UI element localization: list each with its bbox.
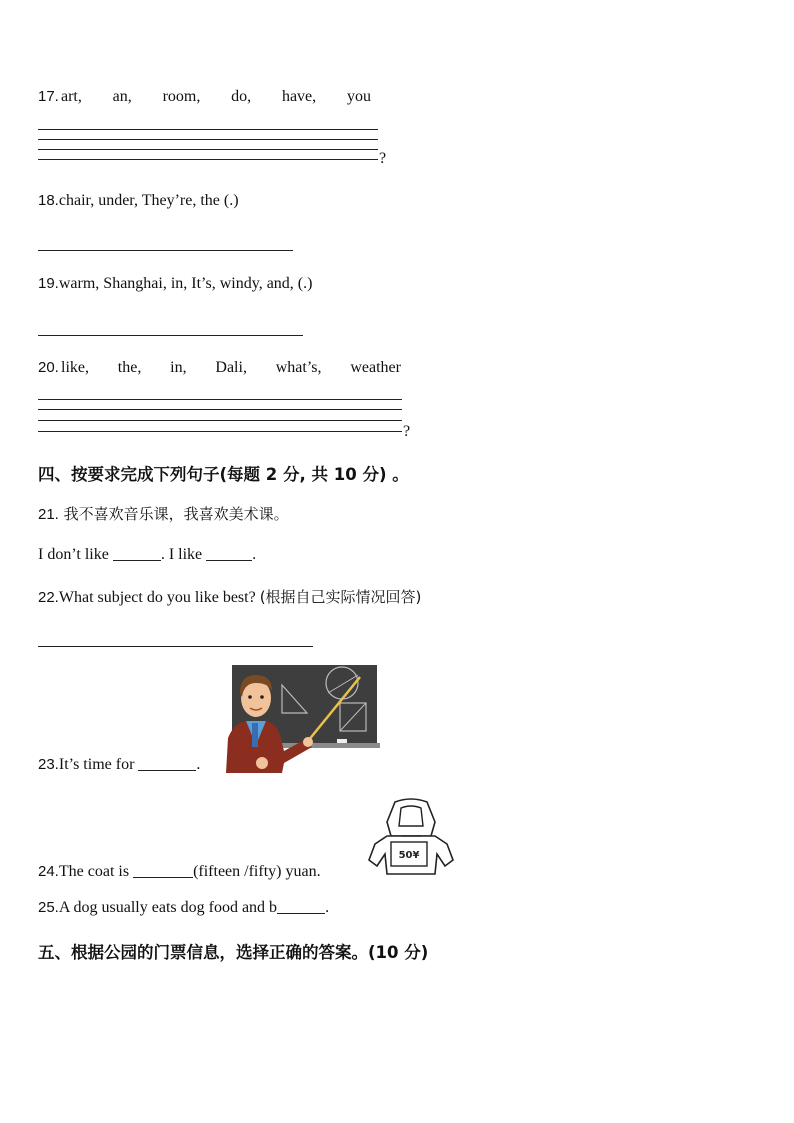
- answer-line[interactable]: [38, 420, 402, 421]
- word: you: [346, 88, 371, 105]
- question-18: [38, 192, 239, 210]
- question-options: (fifteen /fifty) yuan.: [193, 863, 321, 880]
- question-text: A dog usually eats dog food and b: [58, 899, 278, 916]
- section-heading: 五、根据公园的门票信息，选择正确的答案。(10 分): [38, 943, 429, 962]
- word: do,: [231, 88, 252, 105]
- coat-icon: [365, 796, 457, 878]
- question-text: The coat is: [58, 863, 134, 880]
- answer-line[interactable]: [38, 646, 313, 647]
- sentence-part: I don’t like: [38, 546, 113, 563]
- answer-line[interactable]: [38, 335, 303, 336]
- question-20-words: [61, 359, 401, 377]
- word: an,: [112, 88, 132, 105]
- question-number: 25.: [38, 899, 59, 916]
- question-17: [38, 88, 59, 106]
- word: weather: [350, 359, 401, 376]
- word: in,: [170, 359, 187, 376]
- price-tag: 50¥: [398, 850, 420, 861]
- question-number: 19.: [38, 275, 59, 292]
- question-text: chair, under, They’re, the (.): [58, 192, 239, 209]
- answer-line[interactable]: [38, 129, 378, 130]
- question-19: [38, 275, 312, 293]
- word: the,: [117, 359, 142, 376]
- question-21: [38, 503, 289, 524]
- answer-line[interactable]: [38, 159, 378, 160]
- question-number: 23.: [38, 756, 59, 773]
- question-hint-cn: (根据自己实际情况回答): [259, 588, 422, 606]
- question-24: [38, 863, 321, 881]
- question-end: .: [196, 756, 201, 773]
- question-text: warm, Shanghai, in, It’s, windy, and, (.): [58, 275, 313, 292]
- fill-blank[interactable]: [133, 863, 193, 878]
- fill-blank[interactable]: [113, 546, 161, 561]
- question-20: [38, 359, 59, 377]
- word: what’s,: [275, 359, 322, 376]
- question-number: 22.: [38, 589, 59, 606]
- word: art,: [61, 88, 82, 105]
- word: like,: [61, 359, 89, 376]
- question-number: 21.: [38, 506, 59, 523]
- answer-line[interactable]: [38, 399, 402, 400]
- section-heading: 四、按要求完成下列句子(每题 2 分, 共 10 分) 。: [38, 465, 409, 484]
- question-17-words: [61, 88, 371, 106]
- teacher-icon: [222, 663, 380, 773]
- answer-line[interactable]: [38, 409, 402, 410]
- question-23: [38, 756, 200, 774]
- question-text-cn: 我不喜欢音乐课，我喜欢美术课。: [58, 505, 289, 523]
- sentence-part: . I like: [160, 546, 207, 563]
- question-number: 18.: [38, 192, 59, 209]
- question-text: What subject do you like best?: [58, 589, 260, 606]
- word: room,: [162, 88, 201, 105]
- fill-blank[interactable]: [206, 546, 252, 561]
- question-number: 17.: [38, 88, 59, 105]
- answer-line[interactable]: [38, 250, 293, 251]
- question-end: .: [325, 899, 330, 916]
- question-22: [38, 586, 421, 607]
- question-number: 20.: [38, 359, 59, 376]
- question-25: [38, 899, 329, 917]
- fill-blank[interactable]: [138, 756, 196, 771]
- question-21-sentence: [38, 546, 256, 564]
- fill-blank[interactable]: [277, 899, 325, 914]
- question-mark: ?: [403, 423, 411, 440]
- answer-line[interactable]: [38, 149, 378, 150]
- answer-line[interactable]: [38, 431, 402, 432]
- teacher-image: [222, 663, 380, 773]
- word: have,: [281, 88, 317, 105]
- sentence-part: .: [252, 546, 257, 563]
- question-number: 24.: [38, 863, 59, 880]
- question-text: It’s time for: [58, 756, 139, 773]
- answer-line[interactable]: [38, 139, 378, 140]
- coat-image: [365, 796, 457, 878]
- question-mark: ?: [379, 150, 387, 167]
- word: Dali,: [215, 359, 247, 376]
